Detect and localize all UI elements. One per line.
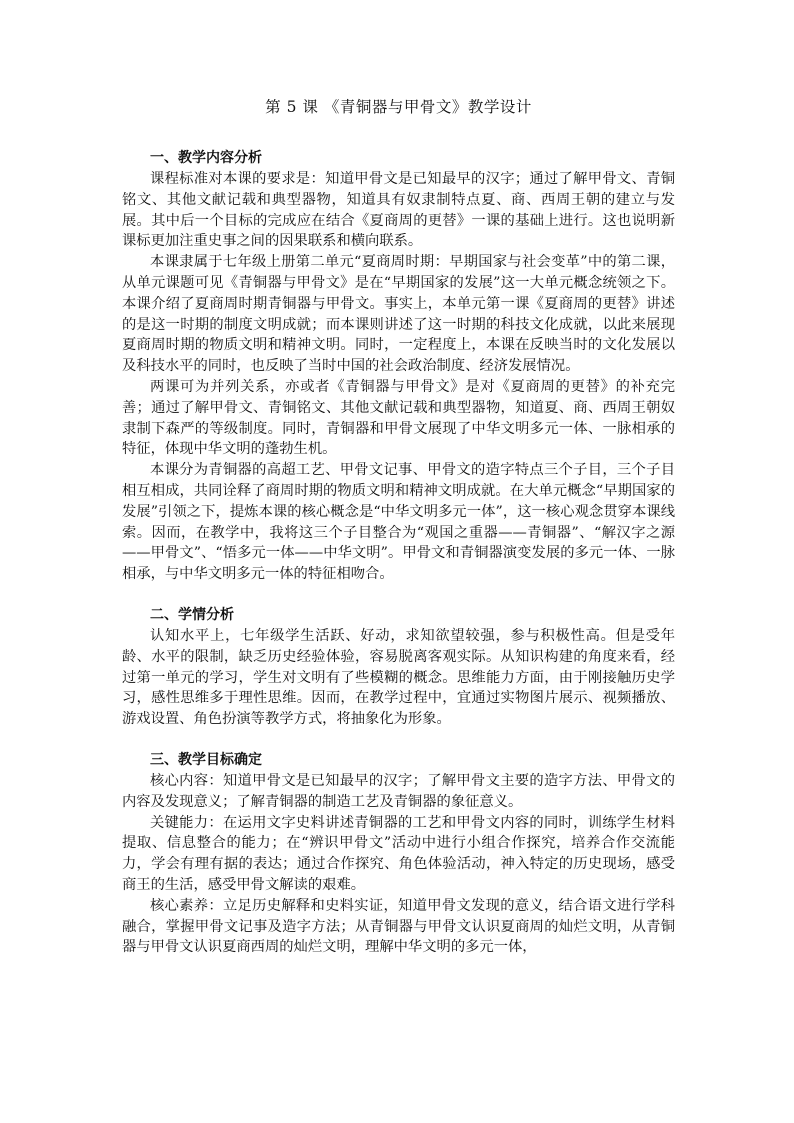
document-title: 第 5 课 《青铜器与甲骨文》教学设计 [265, 98, 532, 116]
paragraph: 关键能力：在运用文字史料讲述青铜器的工艺和甲骨文内容的同时，训练学生材料提取、信息整合的能力；在“辨识甲骨文”活动中进行小组合作探究，培养合作交流能力，学会有理有据的表达；通过合作探究、角色体验活动，神入特定的历史现场，感受商王的生活，感受甲骨文解读的艰难。 [122, 814, 675, 893]
section-heading: 三、教学目标确定 [150, 751, 262, 768]
paragraph: 核心内容：知道甲骨文是已知最早的汉字；了解甲骨文主要的造字方法、甲骨文的内容及发现意义；了解青铜器的制造工艺及青铜器的象征意义。 [122, 772, 675, 810]
paragraph: 本课隶属于七年级上册第二单元“夏商周时期：早期国家与社会变革”中的第二课，从单元课题可见《青铜器与甲骨文》是在“早期国家的发展”这一大单元概念统领之下。本课介绍了夏商周时期青铜器与甲骨文。事实上，本单元第一课《夏商周的更替》讲述的是这一时期的制度文明成就；而本课则讲述了这一时期的科技文化成就，以此来展现夏商周时期的物质文明和精神文明。同时，一定程度上，本课在反映当时的文化发展以及科技水平的同时，也反映了当时中国的社会政治制度、经济发展情况。 [122, 254, 675, 375]
section-student-analysis [122, 605, 675, 730]
paragraph: 认知水平上，七年级学生活跃、好动，求知欲望较强，参与积极性高。但是受年龄、水平的限制，缺乏历史经验体验，容易脱离客观实际。从知识构建的角度来看，经过第一单元的学习，学生对文明有了些模糊的概念。思维能力方面，由于刚接触历史学习，感性思维多于理性思维。因而，在教学过程中，宜通过实物图片展示、视频播放、游戏设置、角色扮演等教学方式，将抽象化为形象。 [122, 627, 675, 728]
section-heading: 二、学情分析 [150, 606, 234, 623]
paragraph: 本课分为青铜器的高超工艺、甲骨文记事、甲骨文的造字特点三个子目，三个子目相互相成，共同诠释了商周时期的物质文明和精神文明成就。在大单元概念“早期国家的发展”引领之下，提炼本课的核心概念是“中华文明多元一体”，这一核心观念贯穿本课线索。因而，在教学中，我将这三个子目整合为“观国之重器——青铜器”、“解汉字之源——甲骨文”、“悟多元一体——中华文明”。甲骨文和青铜器演变发展的多元一体、一脉相承，与中华文明多元一体的特征相吻合。 [122, 462, 675, 583]
section-content-analysis [122, 148, 675, 585]
document-page [122, 96, 675, 958]
paragraph: 课程标准对本课的要求是：知道甲骨文是已知最早的汉字；通过了解甲骨文、青铜铭文、其他文献记载和典型器物，知道具有奴隶制特点夏、商、西周王朝的建立与发展。其中后一个目标的完成应在结合《夏商周的更替》一课的基础上进行。这也说明新课标更加注重史事之间的因果联系和横向联系。 [122, 171, 675, 250]
paragraph: 两课可为并列关系，亦或者《青铜器与甲骨文》是对《夏商周的更替》的补充完善；通过了解甲骨文、青铜铭文、其他文献记载和典型器物，知道夏、商、西周王朝奴隶制下森严的等级制度。同时，青铜器和甲骨文展现了中华文明多元一体、一脉相承的特征，体现中华文明的蓬勃生机。 [122, 378, 675, 458]
section-teaching-goals [122, 750, 675, 958]
paragraph: 核心素养：立足历史解释和史料实证，知道甲骨文发现的意义，结合语文进行学科融合，掌握甲骨文记事及造字方法；从青铜器与甲骨文认识夏商周的灿烂文明，从青铜器与甲骨文认识夏商西周的灿烂文明，理解中华文明的多元一体， [122, 897, 675, 956]
section-heading: 一、教学内容分析 [150, 150, 262, 166]
